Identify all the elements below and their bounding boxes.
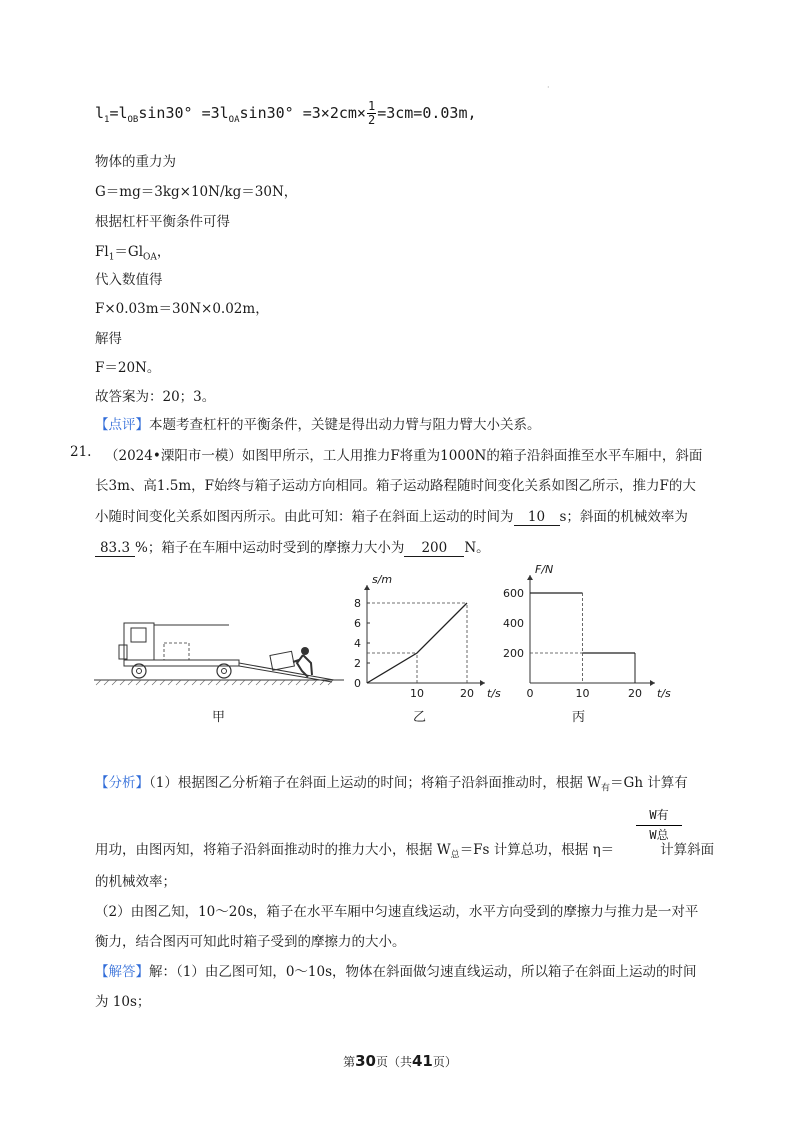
answer-blank-efficiency: 83.3 (95, 540, 135, 557)
truck-ramp-figure (94, 605, 344, 690)
y-axis-label: s/m (372, 573, 393, 586)
analysis-paragraph: （2）由图乙知，10～20s，箱子在水平车厢中匀速直线运动，水平方向受到的摩擦力与推力是一对平 (95, 904, 699, 920)
x-axis-label: t/s (487, 687, 501, 700)
comment-tag: 【点评】 (95, 417, 149, 433)
x-tick-label: 10 (575, 687, 590, 700)
x-tick-label: 0 (526, 687, 534, 700)
analysis-tag: 【分析】 (95, 775, 149, 791)
text-line: F＝20N。 (95, 360, 161, 376)
box-on-ramp (270, 651, 294, 670)
question-line: 83.3 %；箱子在车厢中运动时受到的摩擦力大小为 200 N。 (95, 536, 490, 557)
stray-dot: · (547, 83, 550, 92)
y-arrow (527, 575, 533, 580)
y-tick-label: 8 (354, 597, 361, 610)
solution-paragraph: 为 10s； (95, 994, 151, 1010)
solution-paragraph: 【解答】解：（1）由乙图可知，0～10s，物体在斜面做匀速直线运动，所以箱子在斜面上运动的时间 (95, 964, 697, 980)
text-line: G＝mg＝3kg×10N/kg＝30N， (95, 184, 298, 200)
x-tick-label: 20 (460, 687, 474, 700)
y-tick-label: 2 (354, 657, 361, 670)
y-tick-label: 6 (354, 617, 361, 630)
y-tick-label: 0 (354, 677, 361, 690)
question-line: 小随时间变化关系如图丙所示。由此可知：箱子在斜面上运动的时间为 10 s；斜面的机械效率为 (95, 509, 688, 525)
text-line: 物体的重力为 (95, 154, 176, 170)
solution-tag: 【解答】 (95, 964, 149, 980)
page-total: 41 (412, 1052, 433, 1070)
analysis-paragraph: 【分析】（1）根据图乙分析箱子在斜面上运动的时间；将箱子沿斜面推动时，根据 $W_有=Gh$ 计算有 (95, 775, 688, 794)
force-time-chart (500, 560, 670, 710)
page-footer: 第30页（共41页） (343, 1052, 457, 1070)
text-line: 根据杠杆平衡条件可得 (95, 214, 230, 230)
answer-line: 故答案为：20；3。 (95, 389, 216, 405)
analysis-paragraph: 衡力，结合图丙可知此时箱子受到的摩擦力的大小。 (95, 934, 406, 950)
y-tick-label: 200 (503, 647, 524, 660)
y-arrow (364, 585, 370, 590)
figure-caption-jia: 甲 (212, 710, 226, 725)
x-arrow (650, 680, 655, 686)
y-axis-label: F/N (535, 563, 554, 576)
x-axis-label: t/s (657, 687, 671, 700)
text-line: F×0.03m＝30N×0.02m， (95, 301, 269, 317)
x-arrow (480, 680, 485, 686)
figure-caption-bing: 丙 (572, 710, 586, 725)
box-destination (164, 643, 189, 660)
lever-arm-formula: $l_1=l_{OB}\sin 30^\circ =3l_{OA}\sin 30^\circ =3\times 2cm\times$ $\frac{1}{2}$ =3cm=0.03m, (95, 99, 477, 127)
distance-time-chart (345, 570, 501, 710)
y-tick-label: 4 (354, 637, 361, 650)
question-line: （2024•溧阳市一模）如图甲所示，工人用推力F将重为1000N的箱子沿斜面推至水平车厢中，斜面 (105, 448, 703, 464)
truck-bed (124, 660, 239, 666)
efficiency-fraction: W有 W总 (636, 806, 682, 843)
page-number: 30 (355, 1052, 376, 1070)
figure-caption-yi: 乙 (413, 710, 427, 725)
worker-body (293, 655, 312, 677)
question-line: 长3m、高1.5m，F始终与箱子运动方向相同。箱子运动路程随时间变化关系如图乙所示，推力F的大 (95, 478, 696, 494)
ramp (239, 663, 334, 680)
y-tick-label: 400 (503, 617, 524, 630)
comment-paragraph: 【点评】本题考查杠杆的平衡条件，关键是得出动力臂与阻力臂大小关系。 (95, 417, 541, 433)
worker-head (301, 647, 309, 655)
answer-blank-time: 10 (514, 509, 560, 526)
text-line: 代入数值得 (95, 272, 163, 288)
cab-window (131, 628, 146, 642)
y-tick-label: 600 (503, 587, 524, 600)
analysis-paragraph: 的机械效率； (95, 874, 176, 890)
question-number: 21. (70, 444, 92, 460)
answer-blank-friction: 200 (404, 540, 464, 557)
balance-equation: $Fl_1=Gl_{OA}$， (95, 244, 171, 263)
analysis-paragraph: 用功，由图丙知，将箱子沿斜面推动时的推力大小，根据 $W_总=Fs$ 计算总功，根据 η＝ 计算斜面 (95, 842, 715, 861)
x-tick-label: 20 (628, 687, 642, 700)
text-line: 解得 (95, 331, 122, 347)
x-tick-label: 10 (410, 687, 424, 700)
ground-hatching (96, 680, 333, 685)
fraction-half: $\frac{1}{2}$ (367, 99, 376, 127)
